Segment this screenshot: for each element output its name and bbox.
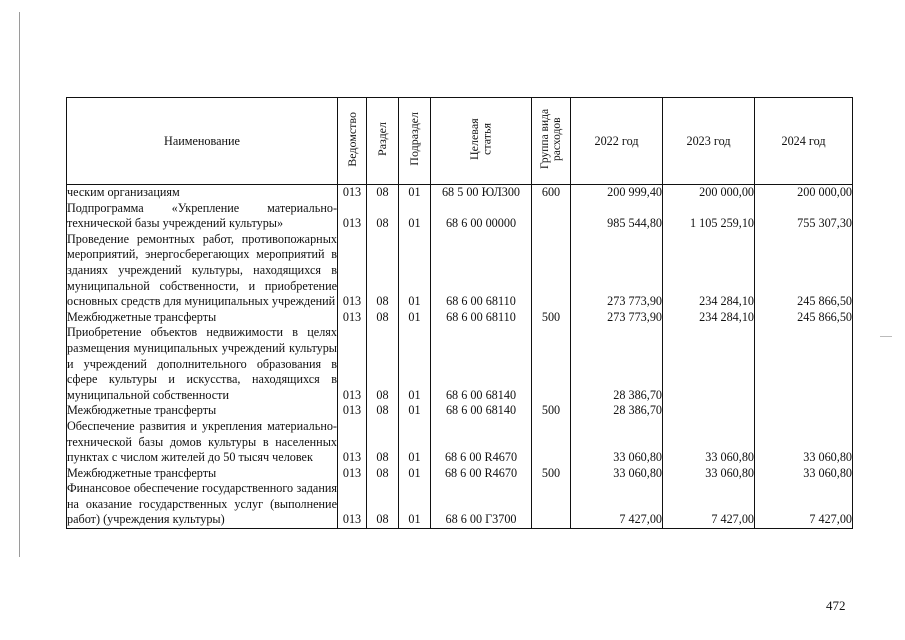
row-dept: 013	[338, 185, 367, 201]
row-section: 08	[367, 419, 399, 466]
row-expense-group	[532, 325, 571, 403]
row-expense-group	[532, 481, 571, 528]
row-target: 68 6 00 R4670	[431, 419, 532, 466]
table-row	[67, 466, 853, 482]
row-section: 08	[367, 185, 399, 201]
row-target: 68 6 00 68140	[431, 325, 532, 403]
row-value-2023	[663, 403, 755, 419]
budget-table-body	[67, 185, 853, 529]
row-target: 68 6 00 R4670	[431, 466, 532, 482]
row-section: 08	[367, 325, 399, 403]
row-dept: 013	[338, 481, 367, 528]
row-expense-group: 600	[532, 185, 571, 201]
row-value-2023: 200 000,00	[663, 185, 755, 201]
header-expense-group: Группа вида расходов	[532, 98, 571, 185]
row-expense-group	[532, 232, 571, 310]
row-target: 68 6 00 00000	[431, 201, 532, 232]
table-row	[67, 481, 853, 528]
row-value-2022: 200 999,40	[571, 185, 663, 201]
header-section: Раздел	[367, 98, 399, 185]
row-section: 08	[367, 232, 399, 310]
row-value-2024: 245 866,50	[755, 310, 853, 326]
row-dept: 013	[338, 325, 367, 403]
row-subsection: 01	[399, 310, 431, 326]
row-target: 68 6 00 Г3700	[431, 481, 532, 528]
row-value-2022: 28 386,70	[571, 403, 663, 419]
row-expense-group	[532, 201, 571, 232]
header-2022: 2022 год	[571, 98, 663, 185]
row-value-2022: 28 386,70	[571, 325, 663, 403]
row-subsection: 01	[399, 201, 431, 232]
header-2023: 2023 год	[663, 98, 755, 185]
row-dept: 013	[338, 403, 367, 419]
row-section: 08	[367, 481, 399, 528]
row-target: 68 6 00 68140	[431, 403, 532, 419]
row-value-2023: 234 284,10	[663, 310, 755, 326]
table-row	[67, 419, 853, 466]
row-value-2022: 33 060,80	[571, 419, 663, 466]
scan-edge-mark	[880, 336, 892, 337]
table-row	[67, 201, 853, 232]
row-section: 08	[367, 403, 399, 419]
row-name: Межбюджетные трансферты	[67, 466, 338, 482]
row-section: 08	[367, 310, 399, 326]
row-value-2023	[663, 325, 755, 403]
row-dept: 013	[338, 232, 367, 310]
row-name: Финансовое обеспечение государственного задания на оказание государственных услуг (выполнение работ) (учреждения культуры)	[67, 481, 338, 528]
header-name: Наименование	[67, 98, 338, 185]
row-value-2023: 33 060,80	[663, 419, 755, 466]
row-target: 68 5 00 ЮЛ300	[431, 185, 532, 201]
row-section: 08	[367, 466, 399, 482]
row-subsection: 01	[399, 403, 431, 419]
row-value-2024: 245 866,50	[755, 232, 853, 310]
row-dept: 013	[338, 201, 367, 232]
row-dept: 013	[338, 310, 367, 326]
row-value-2022: 273 773,90	[571, 310, 663, 326]
header-2024: 2024 год	[755, 98, 853, 185]
row-value-2023: 33 060,80	[663, 466, 755, 482]
row-section: 08	[367, 201, 399, 232]
row-expense-group: 500	[532, 403, 571, 419]
row-value-2024: 33 060,80	[755, 419, 853, 466]
row-target: 68 6 00 68110	[431, 310, 532, 326]
row-value-2023: 7 427,00	[663, 481, 755, 528]
row-name: Обеспечение развития и укрепления материально-технической базы домов культуры в населенных пунктах с числом жителей до 50 тысяч человек	[67, 418, 337, 465]
row-value-2024	[755, 403, 853, 419]
row-name: ческим организациям	[67, 185, 338, 201]
table-row	[67, 403, 853, 419]
table-row	[67, 310, 853, 326]
row-subsection: 01	[399, 185, 431, 201]
header-row	[67, 98, 853, 185]
row-value-2023: 234 284,10	[663, 232, 755, 310]
row-subsection: 01	[399, 325, 431, 403]
row-name: Приобретение объектов недвижимости в целях размещения муниципальных учреждений культуры и учреждений дополнительного образования в сфере культуры и искусства, находящихся в муниципальной собственности	[67, 325, 337, 402]
row-value-2022: 33 060,80	[571, 466, 663, 482]
budget-table	[66, 97, 853, 529]
header-subsection: Подраздел	[399, 98, 431, 185]
row-dept: 013	[338, 419, 367, 466]
row-subsection: 01	[399, 481, 431, 528]
row-subsection: 01	[399, 466, 431, 482]
table-row	[67, 325, 853, 403]
row-subsection: 01	[399, 232, 431, 310]
row-name: Подпрограмма «Укрепление материально-технической базы учреждений культуры»	[67, 200, 337, 231]
page-number: 472	[826, 598, 846, 613]
row-name: Межбюджетные трансферты	[67, 403, 338, 419]
row-value-2024	[755, 325, 853, 403]
row-dept: 013	[338, 466, 367, 482]
row-value-2024: 7 427,00	[755, 481, 853, 528]
row-value-2024: 200 000,00	[755, 185, 853, 201]
row-name: Проведение ремонтных работ, противопожарных мероприятий, энергосберегающих мероприятий в зданиях учреждений культуры, находящихся в муниципальной собственности, и приобретение основных средств для муниципальных учреждений	[67, 231, 337, 309]
header-target: Целевая статья	[431, 98, 532, 185]
row-expense-group: 500	[532, 466, 571, 482]
row-value-2022: 985 544,80	[571, 201, 663, 232]
row-name: Межбюджетные трансферты	[67, 310, 338, 326]
row-subsection: 01	[399, 419, 431, 466]
row-value-2022: 7 427,00	[571, 481, 663, 528]
row-value-2023: 1 105 259,10	[663, 201, 755, 232]
table-row	[67, 232, 853, 310]
table-row	[67, 185, 853, 201]
row-expense-group	[532, 419, 571, 466]
row-value-2024: 33 060,80	[755, 466, 853, 482]
header-dept: Ведомство	[338, 98, 367, 185]
row-target: 68 6 00 68110	[431, 232, 532, 310]
scan-margin-line	[19, 12, 20, 557]
row-value-2022: 273 773,90	[571, 232, 663, 310]
row-expense-group: 500	[532, 310, 571, 326]
row-value-2024: 755 307,30	[755, 201, 853, 232]
